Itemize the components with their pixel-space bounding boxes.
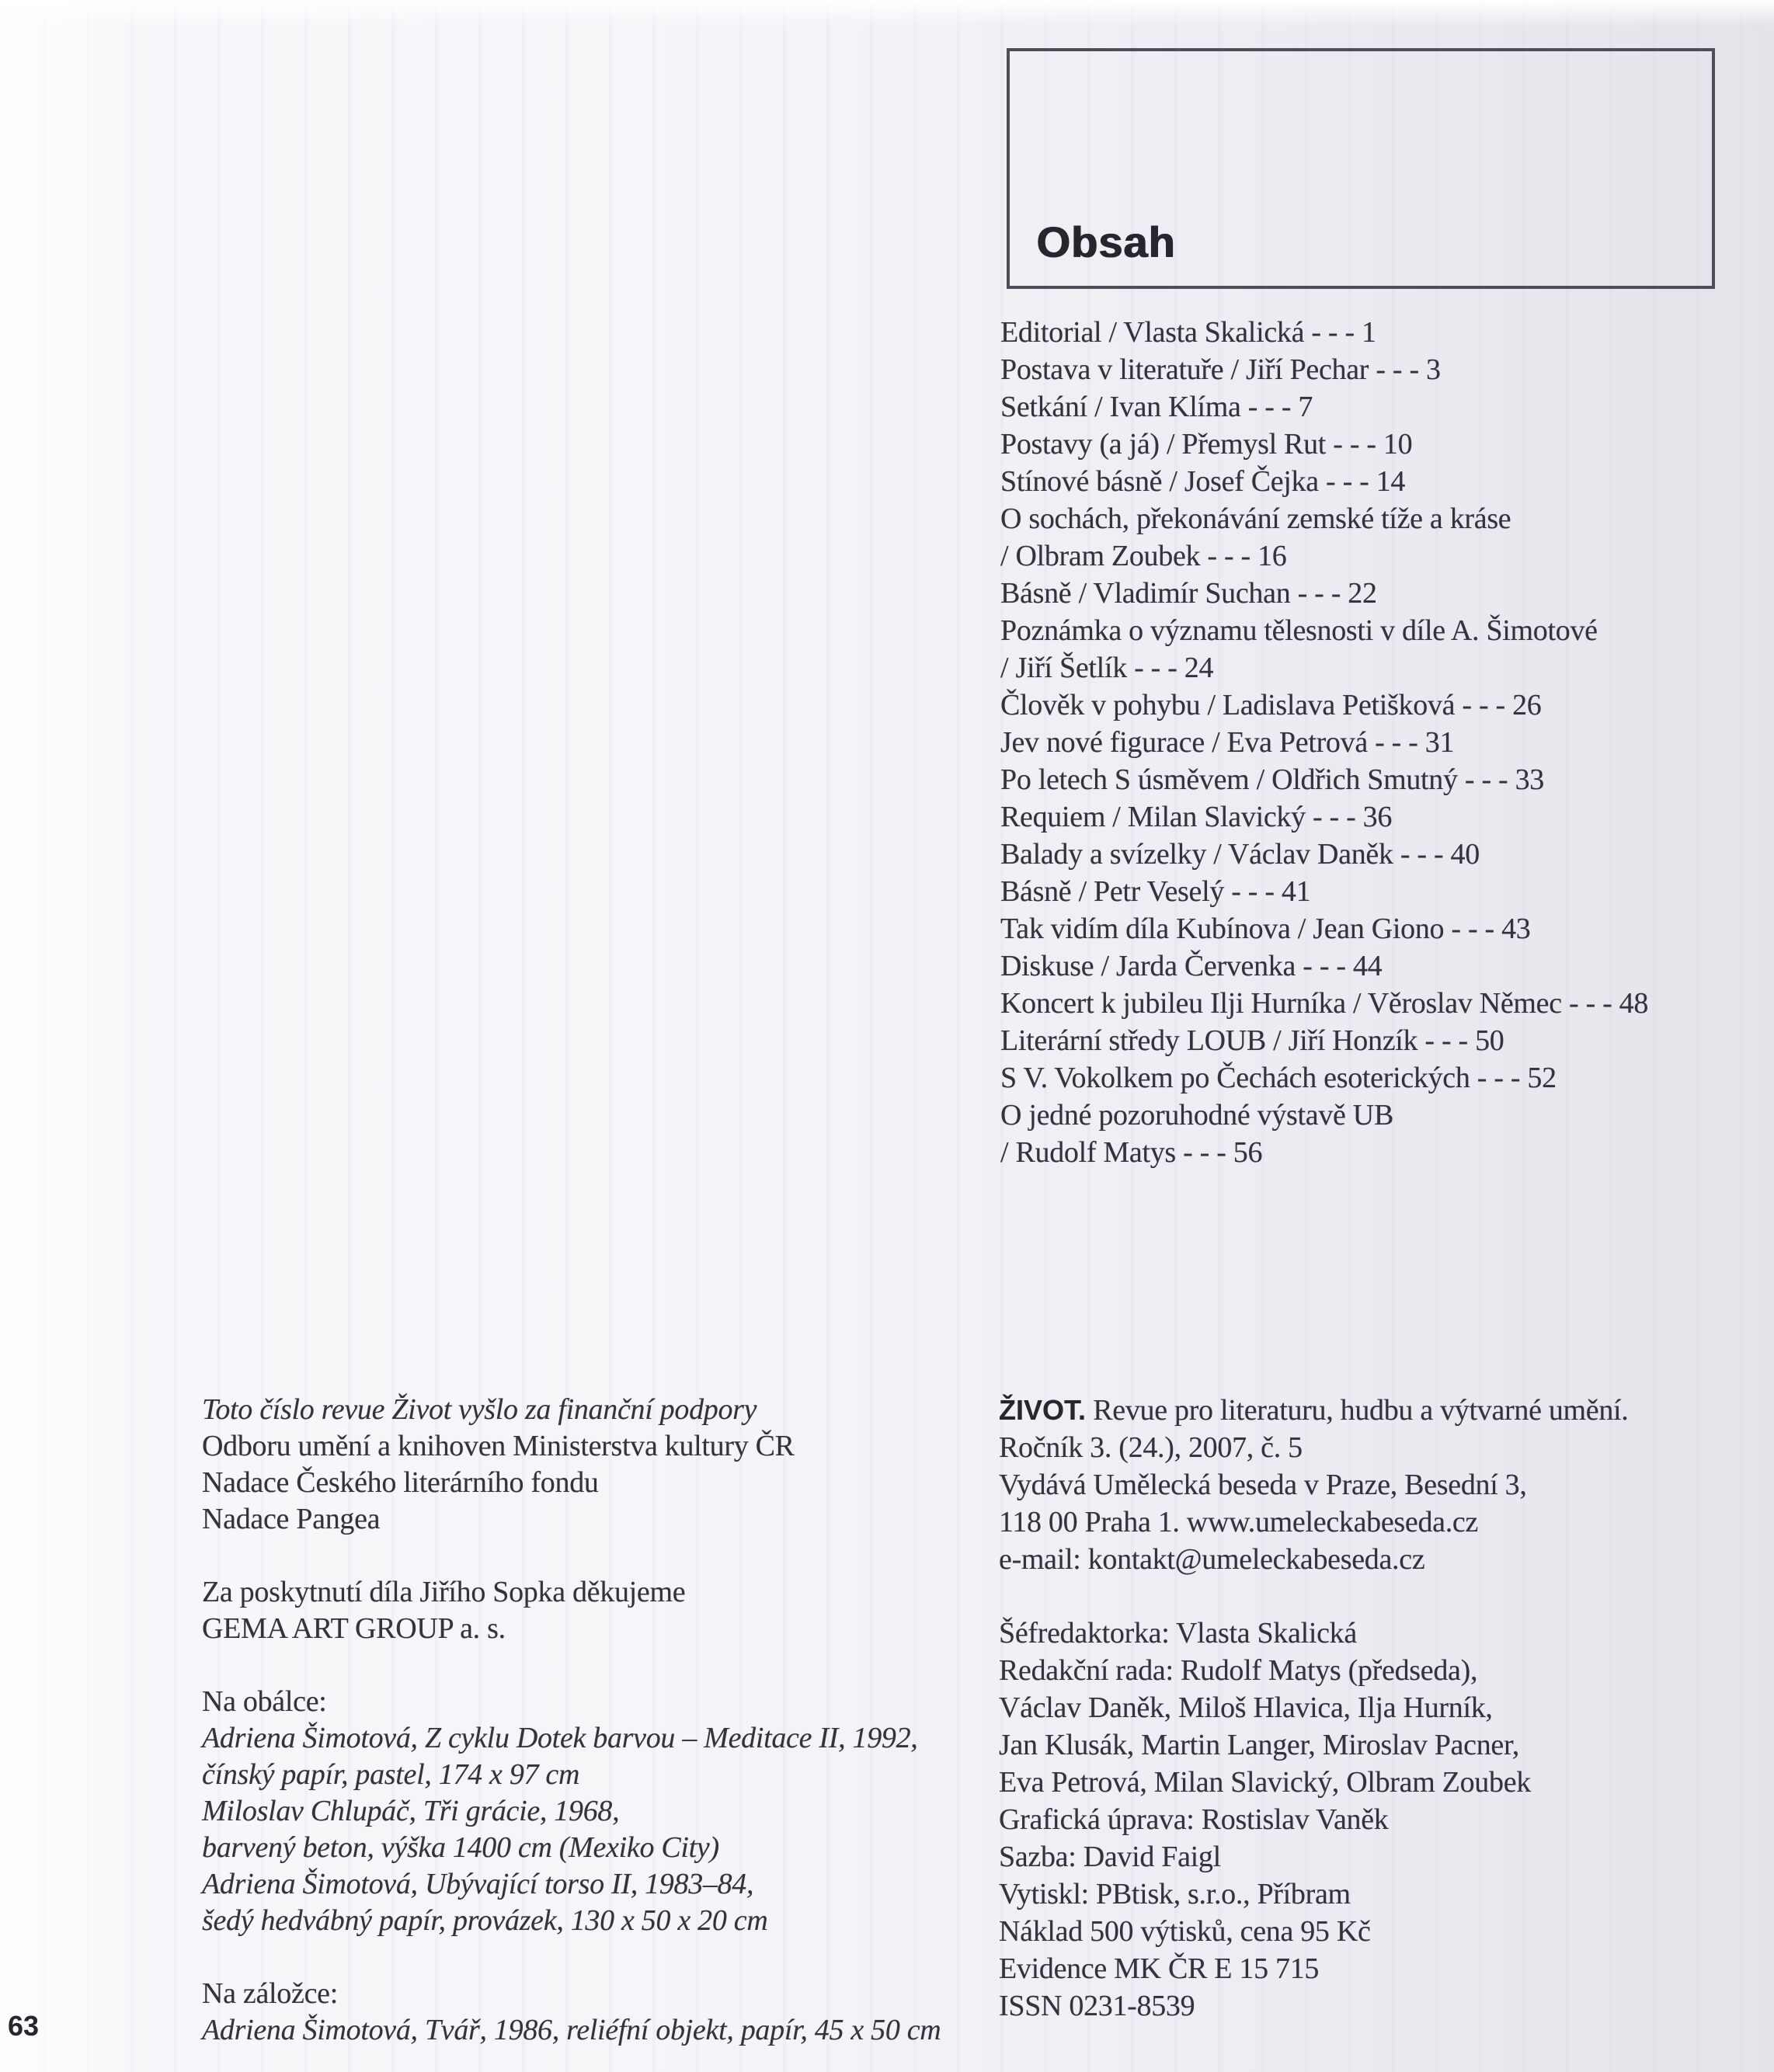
toc-line: Postavy (a já) / Přemysl Rut - - - 10 bbox=[1000, 428, 1413, 461]
imprint-line-text: Vydává Umělecká beseda v Praze, Besední 3, bbox=[999, 1469, 1527, 1501]
credits-line: Nadace Českého literárního fondu bbox=[202, 1466, 599, 1499]
imprint-line bbox=[999, 1578, 1629, 1615]
imprint-line bbox=[999, 1466, 1629, 1504]
credits-line: Adriena Šimotová, Tvář, 1986, reliéfní objekt, papír, 45 x 50 cm bbox=[202, 2014, 941, 2046]
imprint-line-text: e-mail: kontakt@umeleckabeseda.cz bbox=[999, 1543, 1425, 1576]
imprint-line-text: Náklad 500 výtisků, cena 95 Kč bbox=[999, 1915, 1371, 1948]
toc-line: Balady a svízelky / Václav Daněk - - - 40 bbox=[1000, 838, 1480, 871]
credits-line: GEMA ART GROUP a. s. bbox=[202, 1612, 506, 1645]
imprint-line-text: Sazba: David Faigl bbox=[999, 1841, 1221, 1873]
imprint-line bbox=[999, 1764, 1629, 1801]
imprint-line-text: Ročník 3. (24.), 2007, č. 5 bbox=[999, 1431, 1303, 1464]
imprint-line-text: ISSN 0231-8539 bbox=[999, 1990, 1195, 2022]
imprint-line bbox=[999, 1689, 1629, 1726]
credits-line: Za poskytnutí díla Jiřího Sopka děkujeme bbox=[202, 1576, 686, 1608]
imprint-line-text: Grafická úprava: Rostislav Vaněk bbox=[999, 1803, 1389, 1836]
imprint-line bbox=[999, 1950, 1629, 1987]
imprint-line bbox=[999, 1838, 1629, 1876]
imprint-line bbox=[999, 1429, 1629, 1466]
toc-line: Editorial / Vlasta Skalická - - - 1 bbox=[1000, 316, 1376, 349]
toc-line: S V. Vokolkem po Čechách esoterických - - - 52 bbox=[1000, 1062, 1557, 1094]
imprint-line-text: Eva Petrová, Milan Slavický, Olbram Zoubek bbox=[999, 1766, 1531, 1799]
credits-line: Na obálce: bbox=[202, 1685, 327, 1718]
magazine-name-bold: ŽIVOT. bbox=[999, 1394, 1087, 1426]
toc-line: Koncert k jubileu Ilji Hurníka / Věroslav Němec - - - 48 bbox=[1000, 987, 1649, 1020]
credits-line bbox=[202, 1538, 941, 1574]
credits-line: Toto číslo revue Život vyšlo za finanční podpory bbox=[202, 1393, 757, 1426]
credits-line: Odboru umění a knihoven Ministerstva kultury ČR bbox=[202, 1430, 795, 1462]
imprint-column bbox=[999, 1392, 1629, 2025]
toc-line: Stínové básně / Josef Čejka - - - 14 bbox=[1000, 465, 1406, 498]
toc-line: O sochách, překonávání zemské tíže a kráse bbox=[1000, 502, 1511, 535]
toc-line: Literární středy LOUB / Jiří Honzík - - - 50 bbox=[1000, 1024, 1504, 1057]
imprint-line-text: Václav Daněk, Miloš Hlavica, Ilja Hurník, bbox=[999, 1691, 1493, 1724]
imprint-line bbox=[999, 1876, 1629, 1913]
imprint-line-text: Vytiskl: PBtisk, s.r.o., Příbram bbox=[999, 1878, 1351, 1910]
contents-title: Obsah bbox=[1036, 217, 1176, 266]
imprint-line-text: Evidence MK ČR E 15 715 bbox=[999, 1952, 1320, 1985]
toc-line: Tak vidím díla Kubínova / Jean Giono - - - 43 bbox=[1000, 913, 1531, 945]
credits-line bbox=[202, 1647, 941, 1684]
credits-line: šedý hedvábný papír, provázek, 130 x 50 x 20 cm bbox=[202, 1904, 768, 1937]
toc-line: Requiem / Milan Slavický - - - 36 bbox=[1000, 801, 1393, 833]
page-number: 63 bbox=[8, 2010, 40, 2042]
toc-line: / Jiří Šetlík - - - 24 bbox=[1000, 652, 1214, 684]
imprint-line-text: Jan Klusák, Martin Langer, Miroslav Pacner, bbox=[999, 1729, 1519, 1761]
toc-line: Básně / Petr Veselý - - - 41 bbox=[1000, 875, 1311, 908]
credits-line: Adriena Šimotová, Z cyklu Dotek barvou – Meditace II, 1992, bbox=[202, 1722, 918, 1754]
imprint-line bbox=[999, 1913, 1629, 1950]
toc-line: Diskuse / Jarda Červenka - - - 44 bbox=[1000, 950, 1383, 982]
imprint-line bbox=[999, 1504, 1629, 1541]
credits-line: Adriena Šimotová, Ubývající torso II, 1983–84, bbox=[202, 1868, 754, 1900]
imprint-line bbox=[999, 1801, 1629, 1838]
credits-line bbox=[202, 1939, 941, 1976]
table-of-contents bbox=[1000, 314, 1648, 1171]
credits-line: Na záložce: bbox=[202, 1977, 338, 2010]
imprint-line bbox=[999, 1652, 1629, 1689]
imprint-line bbox=[999, 1392, 1629, 1429]
toc-line: Po letech S úsměvem / Oldřich Smutný - - - 33 bbox=[1000, 763, 1544, 796]
contents-header-box bbox=[1007, 48, 1715, 289]
imprint-line bbox=[999, 1615, 1629, 1652]
credits-line: čínský papír, pastel, 174 x 97 cm bbox=[202, 1758, 580, 1791]
toc-line: Básně / Vladimír Suchan - - - 22 bbox=[1000, 577, 1377, 610]
toc-line: / Rudolf Matys - - - 56 bbox=[1000, 1136, 1263, 1169]
imprint-line-text: Revue pro literaturu, hudbu a výtvarné umění. bbox=[1086, 1394, 1629, 1427]
toc-line: Jev nové figurace / Eva Petrová - - - 31 bbox=[1000, 726, 1455, 759]
imprint-line-text: Šéfredaktorka: Vlasta Skalická bbox=[999, 1617, 1357, 1650]
imprint-line-text: 118 00 Praha 1. www.umeleckabeseda.cz bbox=[999, 1506, 1479, 1538]
toc-line: O jedné pozoruhodné výstavě UB bbox=[1000, 1099, 1393, 1132]
imprint-line-text: Redakční rada: Rudolf Matys (předseda), bbox=[999, 1654, 1478, 1687]
toc-line: Postava v literatuře / Jiří Pechar - - - 3 bbox=[1000, 353, 1441, 386]
imprint-line bbox=[999, 1541, 1629, 1578]
credits-column bbox=[202, 1392, 941, 2049]
credits-line: Miloslav Chlupáč, Tři grácie, 1968, bbox=[202, 1795, 620, 1827]
toc-line: / Olbram Zoubek - - - 16 bbox=[1000, 540, 1287, 572]
toc-line: Člověk v pohybu / Ladislava Petišková - - - 26 bbox=[1000, 689, 1542, 721]
toc-line: Poznámka o významu tělesnosti v díle A. Šimotové bbox=[1000, 614, 1598, 647]
toc-line: Setkání / Ivan Klíma - - - 7 bbox=[1000, 391, 1313, 423]
credits-line: barvený beton, výška 1400 cm (Mexiko City) bbox=[202, 1831, 719, 1864]
imprint-line bbox=[999, 1726, 1629, 1764]
credits-line: Nadace Pangea bbox=[202, 1503, 381, 1535]
imprint-line bbox=[999, 1987, 1629, 2025]
